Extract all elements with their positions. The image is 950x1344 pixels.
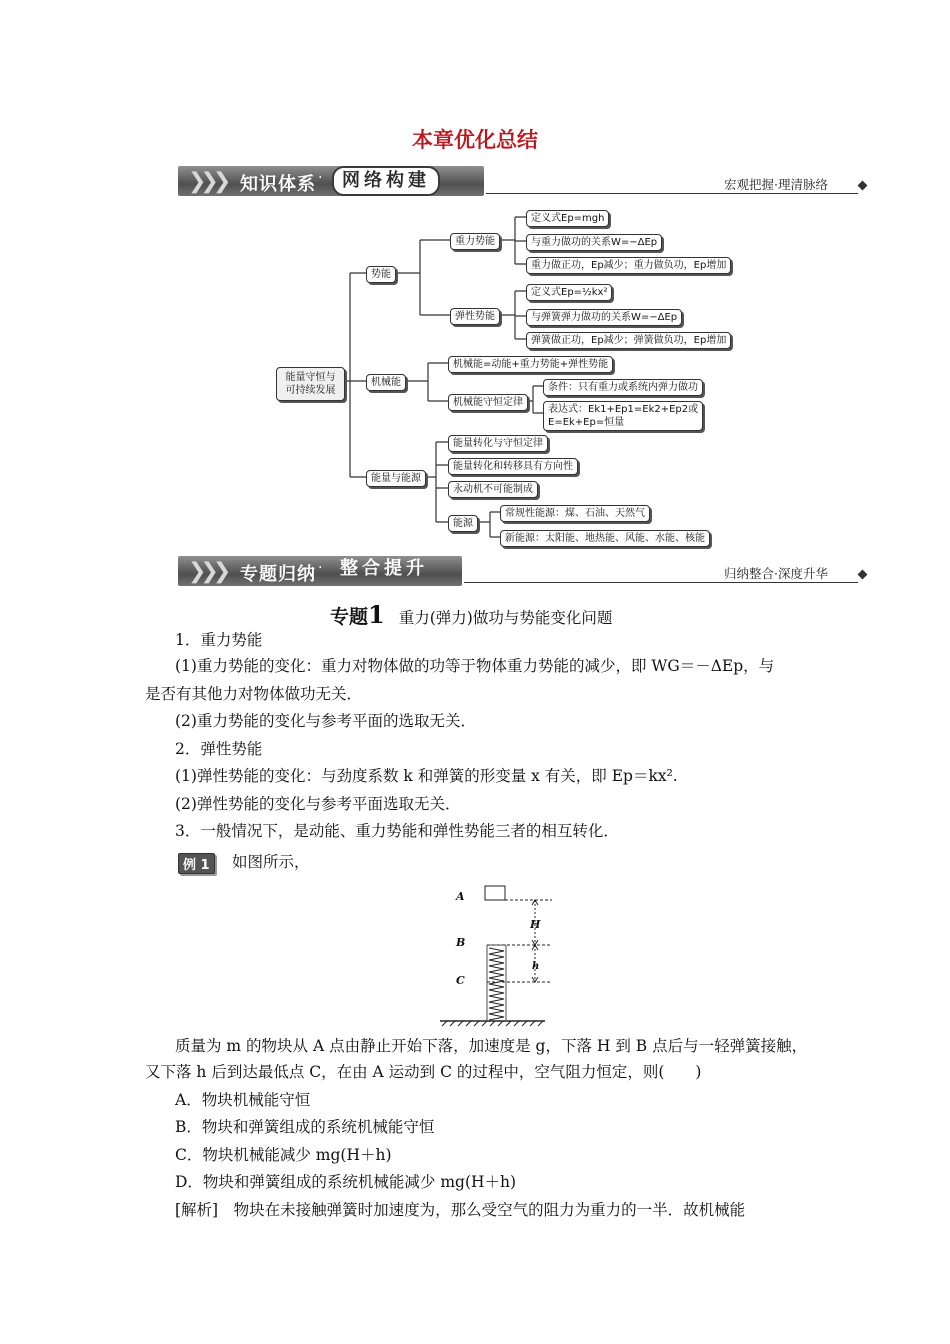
paragraph: 2．弹性势能 [175, 740, 263, 758]
mindmap-leaf: 定义式Ep=mgh [526, 210, 609, 227]
mindmap-leaf: 能量转化和转移具有方向性 [448, 458, 578, 475]
mindmap-connectors [0, 0, 950, 560]
option-c: C．物块机械能减少 mg(H＋h) [175, 1146, 392, 1164]
mindmap-branch-potential: 势能 [366, 266, 396, 283]
label-B: B [456, 936, 466, 949]
paragraph: 3．一般情况下，是动能、重力势能和弹性势能三者的相互转化． [175, 822, 619, 840]
paragraph: (2)弹性势能的变化与参考平面选取无关． [175, 795, 461, 813]
mindmap-leaf: 表达式：Ek1+Ep1=Ek2+Ep2或 E=Ek+Ep=恒量 [543, 401, 703, 431]
mindmap-branch-sources: 能源 [448, 515, 478, 532]
option-b: B．物块和弹簧组成的系统机械能守恒 [175, 1118, 435, 1136]
section-banner-knowledge: ❯❯❯ 知识体系 · 网络构建 [178, 164, 488, 198]
banner-highlight: 网络构建 [332, 166, 440, 196]
question-text: 质量为 m 的物块从 A 点由静止开始下落，加速度是 g，下落 H 到 B 点后与一轻弹簧接触， [175, 1037, 808, 1055]
mindmap-leaf: 定义式Ep=½kx² [526, 284, 612, 301]
example-intro: 如图所示， [232, 853, 310, 871]
question-text: 又下落 h 后到达最低点 C，在由 A 运动到 C 的过程中，空气阻力恒定，则( ) [145, 1063, 702, 1081]
chevron-right-icon: ❯❯❯ [188, 559, 226, 584]
mindmap-leaf: 永动机不可能制成 [448, 481, 538, 498]
mindmap [0, 0, 950, 560]
mindmap-branch-energy: 能量与能源 [366, 470, 426, 487]
block [485, 886, 505, 900]
mindmap-leaf: 与弹簧弹力做功的关系W=−ΔEp [526, 309, 682, 326]
paragraph: 1．重力势能 [175, 631, 263, 649]
option-d: D．物块和弹簧组成的系统机械能减少 mg(H＋h) [175, 1173, 517, 1191]
mindmap-leaf: 与重力做功的关系W=−ΔEp [526, 234, 662, 251]
mindmap-leaf: 常规性能源：煤、石油、天然气 [500, 505, 650, 522]
label-h: h [532, 961, 540, 972]
banner-tag: 宏观把握·理清脉络 [724, 177, 828, 192]
mindmap-leaf: 重力做正功，Ep减少；重力做负功，Ep增加 [526, 257, 731, 274]
mindmap-branch-mechanical: 机械能 [366, 374, 406, 391]
banner-highlight: 整合提升 [340, 558, 428, 579]
option-a: A．物块机械能守恒 [175, 1091, 311, 1109]
mindmap-branch-gravity: 重力势能 [450, 233, 500, 250]
mindmap-root: 能量守恒与 可持续发展 [276, 367, 345, 401]
analysis: [解析] 物块在未接触弹簧时加速度为，那么受空气的阻力为重力的一半．故机械能 [175, 1201, 746, 1219]
mindmap-leaf: 弹簧做正功，Ep减少；弹簧做负功，Ep增加 [526, 332, 731, 349]
mindmap-leaf: 机械能=动能+重力势能+弹性势能 [448, 356, 613, 373]
label-H: H [530, 918, 541, 931]
banner-tag: 归纳整合·深度升华 [724, 566, 828, 581]
paragraph: 是否有其他力对物体做功无关． [145, 685, 363, 703]
chevron-right-icon: ❯❯❯ [188, 169, 226, 194]
page-title: 本章优化总结 [412, 128, 538, 152]
section-heading: 专题1 重力(弹力)做功与势能变化问题 [330, 600, 613, 629]
diamond-icon [858, 570, 868, 580]
spring [489, 948, 504, 1020]
spring-diagram [430, 878, 570, 1028]
example-badge: 例 1 [178, 853, 215, 874]
paragraph: (1)弹性势能的变化：与劲度系数 k 和弹簧的形变量 x 有关，即 Ep＝kx². [175, 767, 678, 785]
mindmap-branch-elastic: 弹性势能 [450, 308, 500, 325]
section-banner-summary: ❯❯❯ 专题归纳 · 整合提升 [178, 554, 468, 588]
label-A: A [456, 890, 465, 903]
label-C: C [456, 974, 465, 987]
mindmap-leaf: 新能源：太阳能、地热能、风能、水能、核能 [500, 530, 710, 547]
spring-figure [430, 878, 570, 1028]
mindmap-leaf: 能量转化与守恒定律 [448, 435, 548, 452]
mindmap-leaf: 条件：只有重力或系统内弹力做功 [543, 379, 703, 396]
mindmap-branch-conservation: 机械能守恒定律 [448, 394, 528, 411]
paragraph: (1)重力势能的变化：重力对物体做的功等于物体重力势能的减少，即 WG＝－ΔEp，与 [175, 657, 775, 675]
paragraph: (2)重力势能的变化与参考平面的选取无关． [175, 712, 476, 730]
